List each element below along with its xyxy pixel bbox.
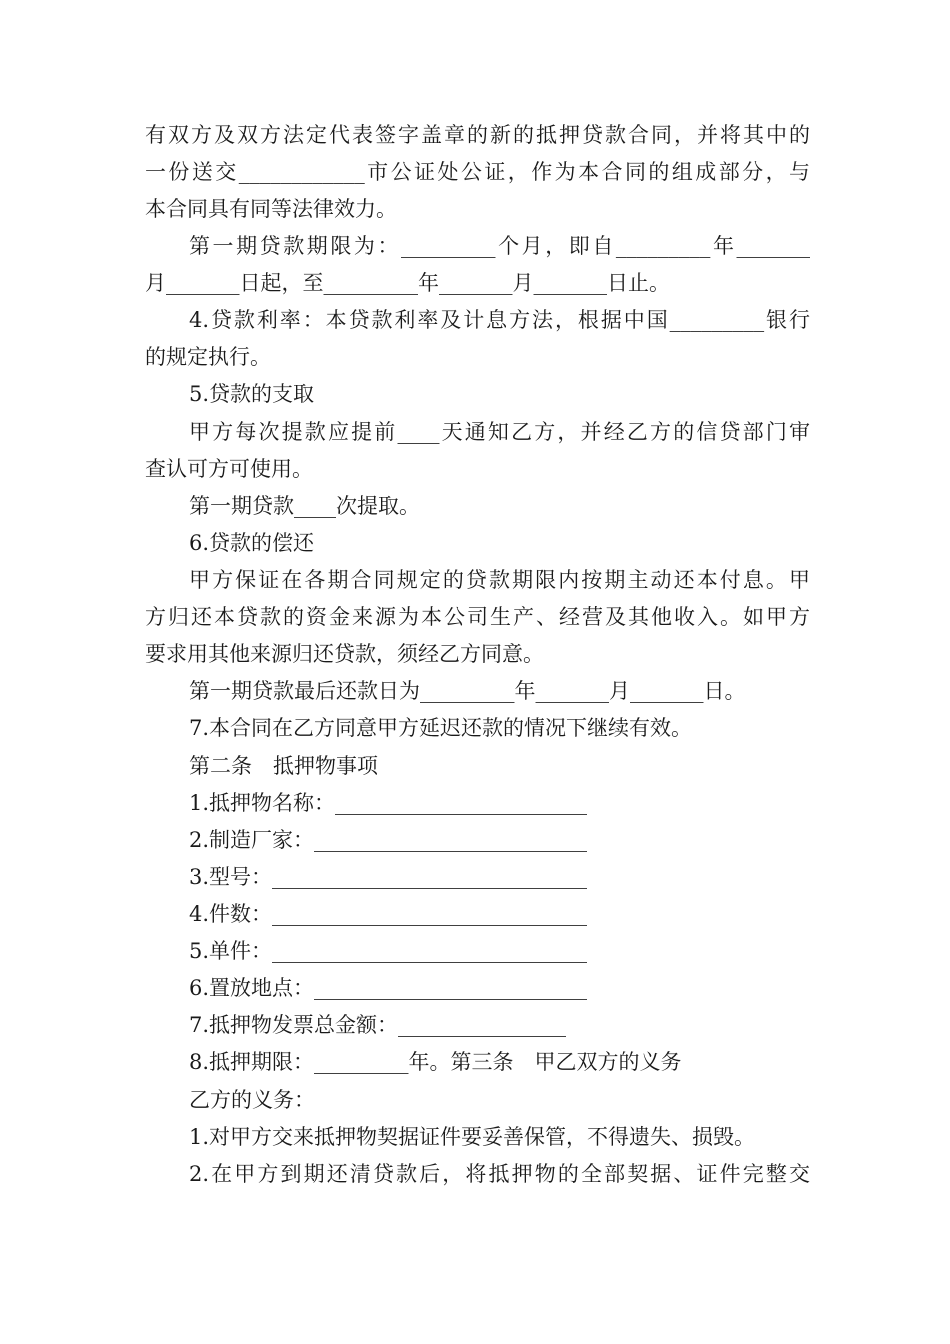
text-line: 2.在甲方到期还清贷款后，将抵押物的全部契据、证件完整交 [189, 1162, 810, 1186]
section-heading: 乙方的义务： [189, 1088, 315, 1112]
text-line: 查认可方可使用。 [145, 457, 313, 481]
text-line: 一份送交____________市公证处公证，作为本合同的组成部分，与 [145, 160, 810, 184]
form-field-line: 7.抵押物发票总金额：________________ [189, 1013, 567, 1037]
text-line: 4.贷款利率：本贷款利率及计息方法，根据中国_________银行 [189, 308, 810, 332]
article-heading: 第二条 抵押物事项 [189, 754, 378, 778]
form-field-line: 8.抵押期限：_________年。第三条 甲乙双方的义务 [189, 1050, 682, 1074]
text-line: 第一期贷款期限为：_________个月，即自_________年_______ [189, 234, 810, 258]
text-line: 有双方及双方法定代表签字盖章的新的抵押贷款合同，并将其中的 [145, 123, 810, 147]
text-line: 方归还本贷款的资金来源为本公司生产、经营及其他收入。如甲方 [145, 605, 810, 629]
text-line: 要求用其他来源归还贷款，须经乙方同意。 [145, 642, 544, 666]
text-line: 本合同具有同等法律效力。 [145, 197, 397, 221]
text-line: 1.对甲方交来抵押物契据证件要妥善保管，不得遗失、损毁。 [189, 1125, 756, 1149]
section-heading: 5.贷款的支取 [189, 382, 315, 406]
text-line: 甲方保证在各期合同规定的贷款期限内按期主动还本付息。甲 [189, 568, 810, 592]
form-field-line: 3.型号：______________________________ [189, 865, 588, 889]
form-field-line: 6.置放地点：__________________________ [189, 976, 588, 1000]
text-line: 第一期贷款____次提取。 [189, 494, 420, 518]
text-line: 的规定执行。 [145, 345, 271, 369]
form-field-line: 4.件数：______________________________ [189, 902, 588, 926]
text-line: 7.本合同在乙方同意甲方延迟还款的情况下继续有效。 [189, 716, 693, 740]
text-line: 月_______日起，至_________年_______月_______日止。 [145, 271, 670, 295]
form-field-line: 5.单件：______________________________ [189, 939, 588, 963]
section-heading: 6.贷款的偿还 [189, 531, 315, 555]
form-field-line: 1.抵押物名称：________________________ [189, 791, 588, 815]
text-line: 第一期贷款最后还款日为_________年_______月_______日。 [189, 679, 746, 703]
form-field-line: 2.制造厂家：__________________________ [189, 828, 588, 852]
text-line: 甲方每次提款应提前____天通知乙方，并经乙方的信贷部门审 [189, 420, 810, 444]
